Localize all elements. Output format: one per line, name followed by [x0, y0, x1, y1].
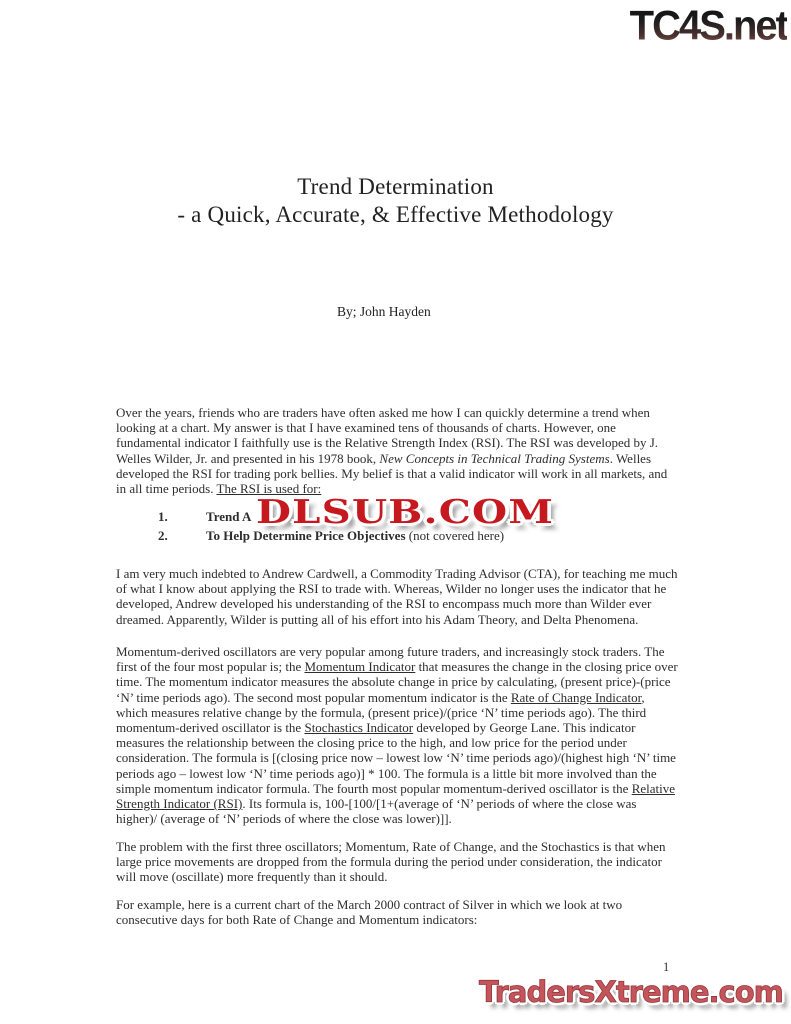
- dlsub-watermark-logo: DLSUB.COM: [256, 492, 555, 531]
- paragraph-example: For example, here is a current chart of the March 2000 contract of Silver in which we look at two consecutive days for both Rate of Change and Momentum indicators:: [116, 897, 623, 928]
- page-title: [0, 173, 791, 229]
- page-title-line2: - a Quick, Accurate, & Effective Methodology: [177, 202, 614, 227]
- list-item-label: To Help Determine Price Objectives (not covered here): [206, 528, 505, 543]
- paragraph-cardwell: I am very much indebted to Andrew Cardwell, a Commodity Trading Advisor (CTA), for teaching me much of what I know about applying the RSI to trade with. Whereas, Wilder no longer uses the indicator that he developed, Andrew developed his understanding of the RSI to encompass much more than Wilder ever dreamed. Apparently, Wilder is putting all of his effort into his Adam Theory, and Delta Phenomena.: [116, 566, 678, 627]
- list-item-number: 1.: [158, 509, 168, 524]
- paragraph-intro: Over the years, friends who are traders have often asked me how I can quickly determine a trend when looking at a chart. My answer is that I have examined tens of thousands of charts. However, one fundamental indicator I faithfully use is the Relative Strength Index (RSI). The RSI was developed by J. Welles Wilder, Jr. and presented in his 1978 book, New Concepts in Technical Trading Systems. Welles developed the RSI for trading pork bellies. My belief is that a valid indicator will work in all markets, and in all time periods. The RSI is used for:: [116, 405, 668, 497]
- list-item-number: 2.: [158, 528, 168, 543]
- page-number: 1: [663, 960, 670, 974]
- tc4s-logo: TC4S.net: [629, 3, 787, 49]
- tradersxtreme-logo: TradersXtreme.com: [479, 975, 783, 1009]
- paragraph-problem: The problem with the first three oscillators; Momentum, Rate of Change, and the Stochastics is that when large price movements are dropped from the formula during the period under consideration, the indicator will move (oscillate) more frequently than it should.: [116, 839, 666, 885]
- list-item-label: Trend A: [206, 509, 252, 524]
- page-title-line1: Trend Determination: [297, 174, 494, 199]
- byline: By; John Hayden: [337, 304, 431, 319]
- paragraph-oscillators: Momentum-derived oscillators are very popular among future traders, and increasingly stock traders. The first of the four most popular is; the Momentum Indicator that measures the change in the closing price over time. The momentum indicator measures the absolute change in price by calculating, (present price)-(price ‘N’ time periods ago). The second most popular momentum indicator is the Rate of Change Indicator, which measures relative change by the formula, (present price)/(price ‘N’ time periods ago). The third momentum-derived oscillator is the Stochastics Indicator developed by George Lane. This indicator measures the relationship between the closing price to the high, and low price for the period under consideration. The formula is [(closing price now – lowest low ‘N’ time periods ago)/(highest high ‘N’ time periods ago – lowest low ‘N’ time periods ago)] * 100. The formula is a little bit more involved than the simple momentum indicator formula. The fourth most popular momentum-derived oscillator is the Relative Strength Indicator (RSI). Its formula is, 100-[100/[1+(average of ‘N’ periods of where the close was higher)/ (average of ‘N’ periods of where the close was lower)]].: [116, 644, 678, 827]
